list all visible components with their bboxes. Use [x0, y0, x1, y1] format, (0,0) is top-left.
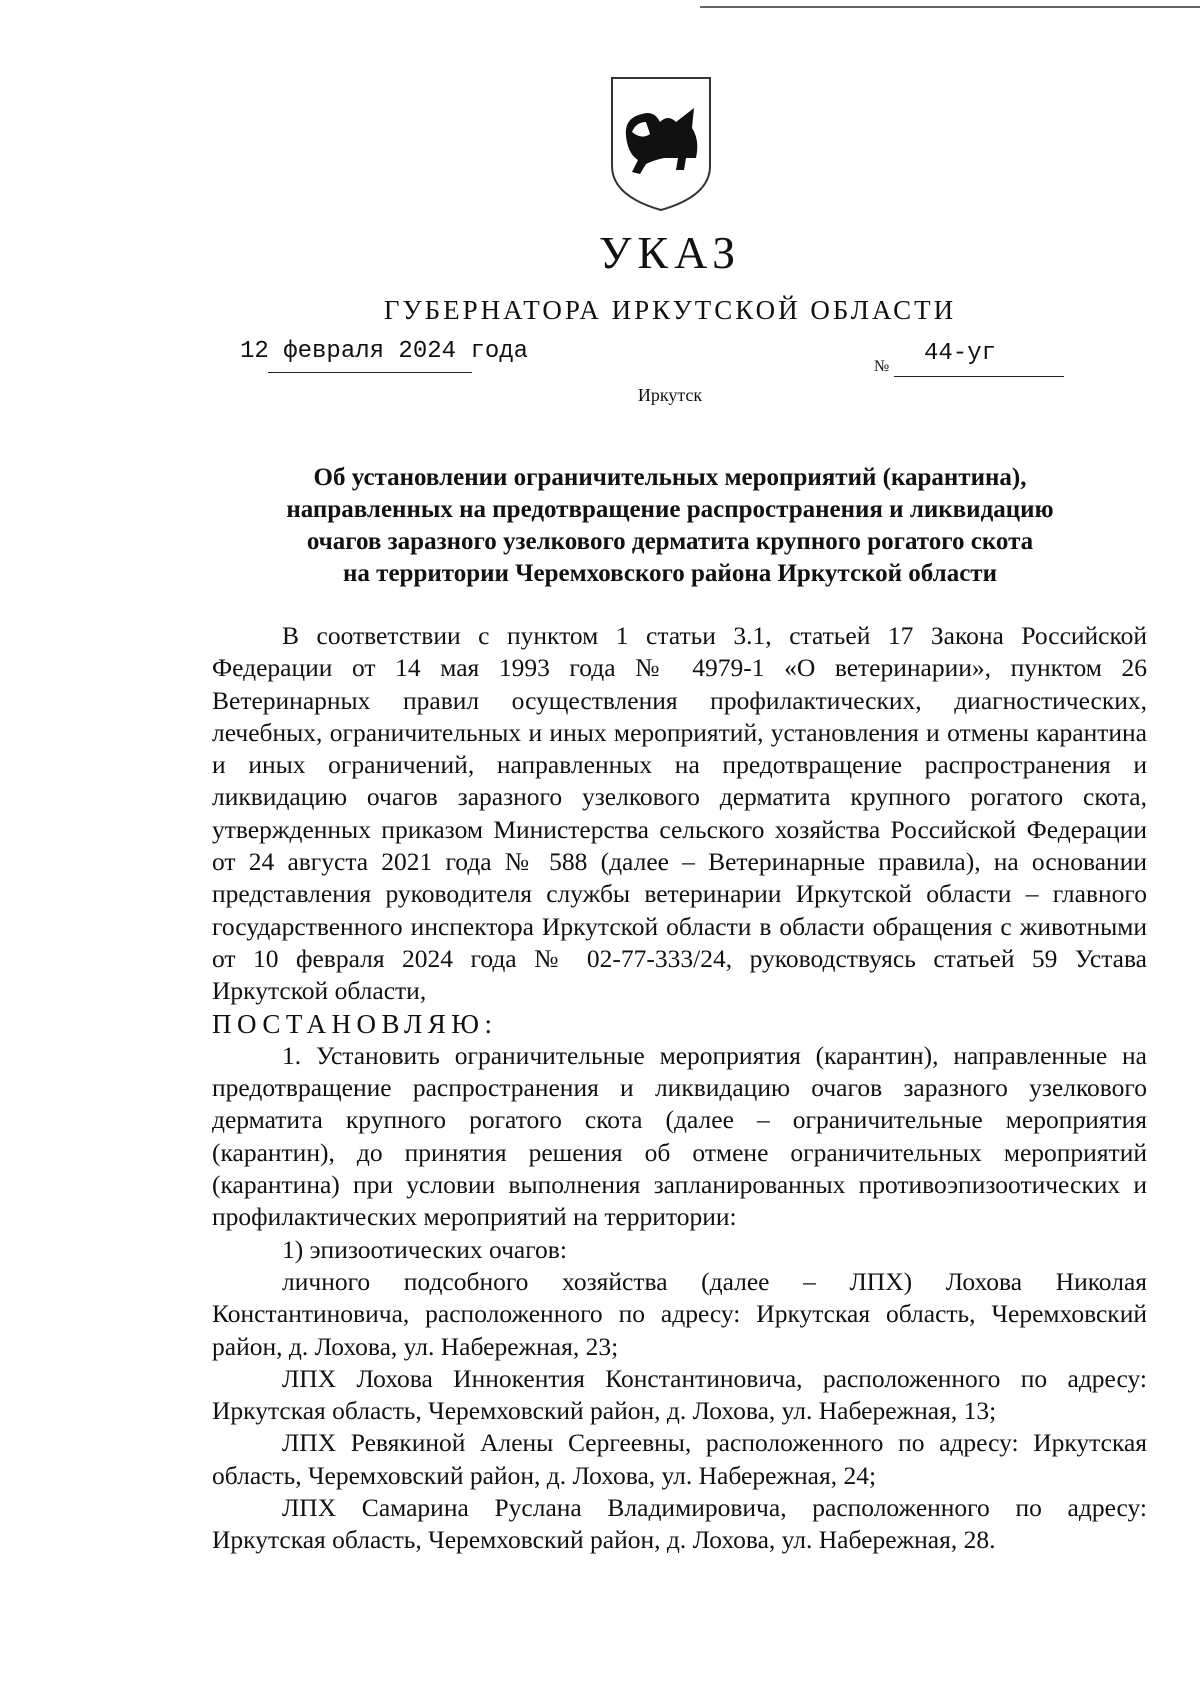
decree-word: ПОСТАНОВЛЯЮ:: [212, 1008, 498, 1039]
document-heading: [220, 462, 1120, 590]
coat-of-arms-emblem: [606, 74, 716, 214]
entry-paragraph: ЛПХ Самарина Руслана Владимировича, расположенного по адресу: Иркутская область, Черемховский район, д. Лохова, ул. Набережная, 28.: [212, 1493, 1147, 1555]
date-underline: [268, 372, 472, 373]
item-1-paragraph: 1. Установить ограничительные мероприятия (карантин), направленные на предотвращение распространения и ликвидацию очагов заразного узелкового дерматита крупного рогатого скота (далее – ограничительные мероприятия (карантин), до принятия решения об отмене ограничительных мероприятий (карантина) при условии выполнения запланированных противоэпизоотических и профилактических мероприятий на территории:: [212, 1040, 1147, 1232]
heading-line: на территории Черемховского района Иркутской области: [343, 560, 997, 587]
entry-paragraph: ЛПХ Ревякиной Алены Сергеевны, расположенного по адресу: Иркутская область, Черемховский район, д. Лохова, ул. Набережная, 24;: [212, 1428, 1147, 1490]
document-city: Иркутск: [637, 385, 703, 405]
preamble-paragraph: В соответствии с пунктом 1 статьи 3.1, статьей 17 Закона Российской Федерации от 14 мая 1993 года № 4979-1 «О ветеринарии», пунктом 26 Ветеринарных правил осуществления профилактических, диагностических, лечебных, ограничительных и иных мероприятий, установления и отмены карантина и иных ограничений, направленных на предотвращение распространения и ликвидацию очагов заразного узелкового дерматита крупного рогатого скота, утвержденных приказом Министерства сельского хозяйства Российской Федерации от 24 августа 2021 года № 588 (далее – Ветеринарные правила), на основании представления руководителя службы ветеринарии Иркутской области – главного государственного инспектора Иркутской области в области обращения с животными от 10 февраля 2024 года № 02-77-333/24, руководствуясь статьей 59 Устава Иркутской области,: [212, 621, 1147, 1006]
document-body: [212, 620, 1147, 1557]
subitem-1-paragraph: 1) эпизоотических очагов:: [282, 1234, 567, 1264]
entry-paragraph: личного подсобного хозяйства (далее – ЛПХ) Лохова Николая Константиновича, расположенного по адресу: Иркутская область, Черемховский район, д. Лохова, ул. Набережная, 23;: [212, 1266, 1147, 1361]
document-issuer: ГУБЕРНАТОРА ИРКУТСКОЙ ОБЛАСТИ: [383, 295, 957, 325]
heading-line: направленных на предотвращение распространения и ликвидацию: [286, 496, 1054, 523]
number-label: №: [874, 358, 890, 375]
number-underline: [894, 376, 1064, 377]
document-title: УКАЗ: [598, 227, 742, 278]
document-number: 44-уг: [924, 340, 997, 367]
heading-line: Об установлении ограничительных мероприятий (карантина),: [313, 464, 1027, 491]
top-rule: [700, 6, 1200, 8]
document-date: 12 февраля 2024 года: [240, 338, 529, 365]
entry-paragraph: ЛПХ Лохова Иннокентия Константиновича, расположенного по адресу: Иркутская область, Черемховский район, д. Лохова, ул. Набережная, 13;: [212, 1363, 1147, 1426]
heading-line: очагов заразного узелкового дерматита крупного рогатого скота: [306, 528, 1034, 555]
